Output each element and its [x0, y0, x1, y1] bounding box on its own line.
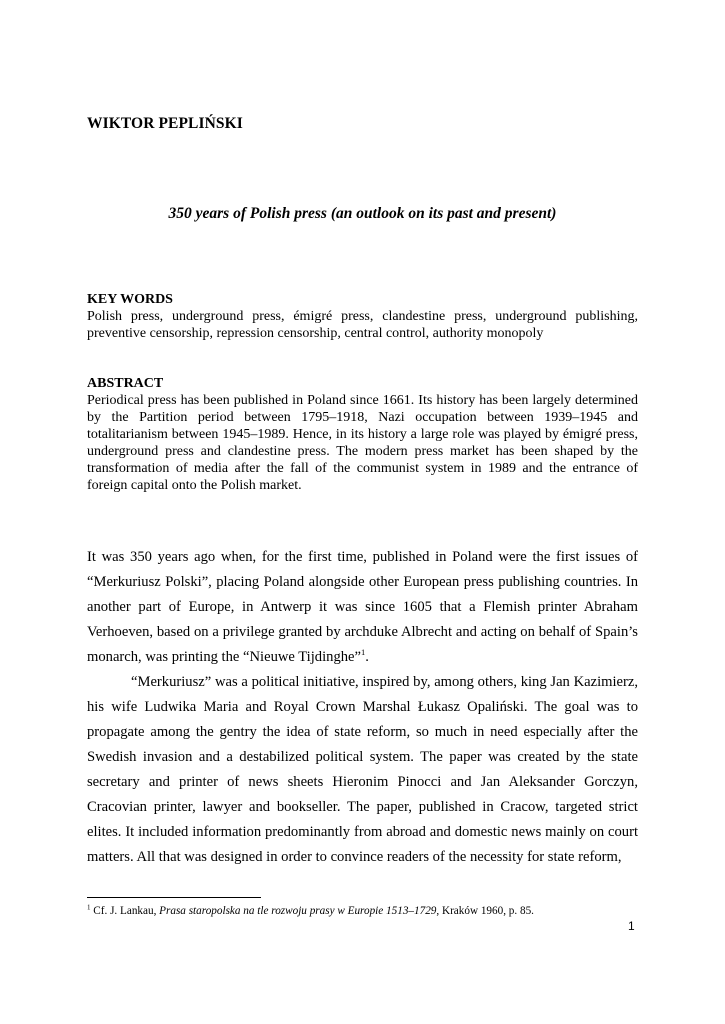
- author-name: WIKTOR PEPLIŃSKI: [87, 115, 243, 132]
- footnote-cited-title: Prasa staropolska na tle rozwoju prasy w Europie 1513–1729: [159, 905, 437, 917]
- keywords-section: [87, 292, 638, 342]
- body-paragraph-1-end: .: [365, 649, 369, 665]
- body-text: [87, 545, 638, 870]
- body-paragraph-2: “Merkuriusz” was a political initiative, inspired by, among others, king Jan Kazimierz, his wife Ludwika Maria and Royal Crown Marshal Łukasz Opaliński. The goal was to propagate among the gentry the idea of state reform, so much in need especially after the Swedish invasion and a destabilized political system. The paper was created by the state secretary and printer of news sheets Hieronim Pinocci and Jan Aleksander Gorczyn, Cracovian printer, lawyer and bookseller. The paper, published in Cracow, targeted strict elites. It included information predominantly from abroad and domestic news mainly on court matters. All that was designed in order to convince readers of the necessity for state reform,: [87, 674, 638, 865]
- body-paragraph-1-text: It was 350 years ago when, for the first time, published in Poland were the first issues of “Merkuriusz Polski”, placing Poland alongside other European press publishing countries. In another part of Europe, in Antwerp it was since 1605 that a Flemish printer Abraham Verhoeven, based on a privilege granted by archduke Albrecht and acting on behalf of Spain’s monarch, was printing the “Nieuwe Tijdinghe”: [87, 549, 638, 665]
- footnote-number: 1: [87, 903, 91, 912]
- footnote-suffix: , Kraków 1960, p. 85.: [436, 905, 534, 917]
- footnote-prefix: Cf. J. Lankau,: [90, 905, 160, 917]
- footnote: [87, 904, 638, 918]
- keywords-text: Polish press, underground press, émigré press, clandestine press, underground publishing, preventive censorship, repression censorship, central control, authority monopoly: [87, 309, 638, 341]
- footnote-separator: [87, 897, 261, 898]
- paper-title: 350 years of Polish press (an outlook on its past and present): [168, 205, 557, 222]
- abstract-text: Periodical press has been published in Poland since 1661. Its history has been largely determined by the Partition period between 1795–1918, Nazi occupation between 1939–1945 and totalitarianism between 1945–1989. Hence, in its history a large role was played by émigré press, underground press and clandestine press. The modern press market has been shaped by the transformation of media after the fall of the communist system in 1989 and the entrance of foreign capital onto the Polish market.: [87, 393, 638, 493]
- body-paragraph-1: [87, 545, 638, 670]
- keywords-heading: KEY WORDS: [87, 292, 173, 307]
- abstract-section: [87, 376, 638, 494]
- abstract-heading: ABSTRACT: [87, 376, 164, 391]
- footnote-reference[interactable]: 1: [361, 647, 366, 658]
- page-number: 1: [628, 919, 635, 933]
